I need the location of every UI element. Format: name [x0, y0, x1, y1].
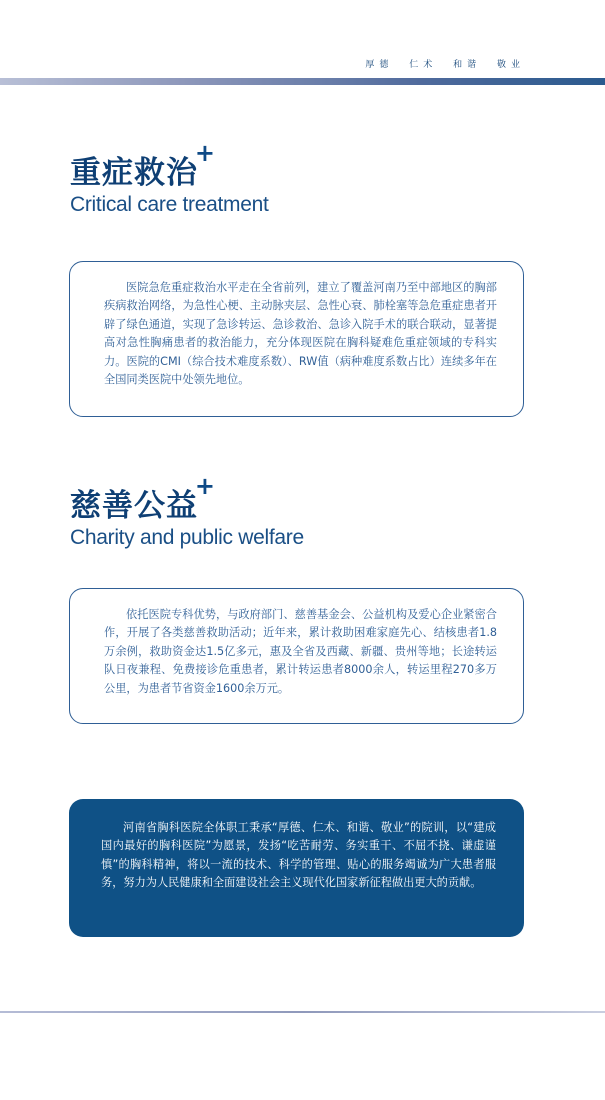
plus-icon: + [194, 472, 216, 500]
section-title-zh: 慈善公益 [70, 488, 198, 524]
section-heading-charity [70, 472, 304, 550]
section-heading-critical-care [70, 139, 269, 217]
charity-text: 依托医院专科优势，与政府部门、慈善基金会、公益机构及爱心企业紧密合作，开展了各类慈善救助活动；近年来，累计救助困难家庭先心、结核患者1.8万余例，救助资金达1.5亿多元，惠及全省及西藏、新疆、贵州等地；长途转运队日夜兼程、免费接诊危重患者，累计转运患者8000余人，转运里程270多万公里，为患者节省资金1600余万元。 [104, 608, 497, 695]
closing-statement-text: 河南省胸科医院全体职工秉承“厚德、仁术、和谐、敬业”的院训，以“建成国内最好的胸科医院”为愿景，发扬“吃苦耐劳、务实重干、不屈不挠、谦虚谨慎”的胸科精神，将以一流的技术、科学的管理、贴心的服务竭诚为广大患者服务，努力为人民健康和全面建设社会主义现代化国家新征程做出更大的贡献。 [101, 821, 496, 890]
motto-item: 厚德 [365, 60, 394, 70]
section-title-en: Charity and public welfare [70, 526, 304, 549]
section-title-en: Critical care treatment [70, 193, 269, 216]
footer-divider [0, 1011, 605, 1013]
plus-icon: + [194, 139, 216, 167]
charity-card [69, 588, 524, 724]
header-gradient-bar [0, 78, 605, 85]
section-title-zh: 重症救治 [70, 155, 198, 191]
motto-item: 仁术 [409, 60, 438, 70]
motto-item: 敬业 [496, 60, 525, 70]
closing-statement-card [69, 799, 524, 937]
critical-care-card [69, 261, 524, 417]
motto-line [357, 57, 525, 70]
motto-item: 和谐 [453, 60, 482, 70]
critical-care-text: 医院急危重症救治水平走在全省前列，建立了覆盖河南乃至中部地区的胸部疾病救治网络，为急性心梗、主动脉夹层、急性心衰、肺栓塞等急危重症患者开辟了绿色通道，实现了急诊转运、急诊救治、急诊入院手术的联合联动，显著提高对急性胸痛患者的救治能力，充分体现医院在胸科疑难危重症领域的专科实力。医院的CMI（综合技术难度系数）、RW值（病种难度系数占比）连续多年在全国同类医院中处领先地位。 [104, 281, 497, 387]
